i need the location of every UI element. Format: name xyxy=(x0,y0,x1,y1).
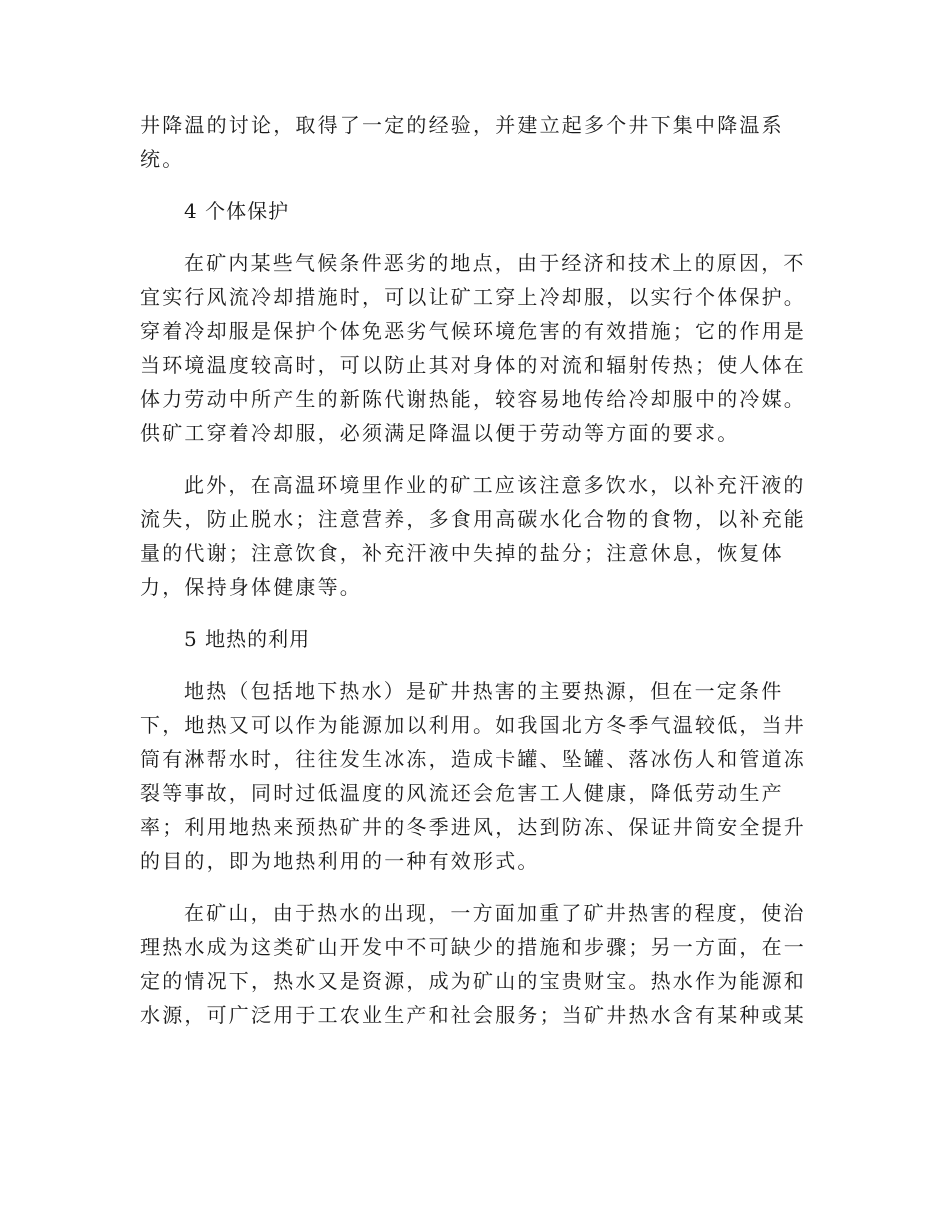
paragraph-cooling-systems xyxy=(140,108,800,176)
text-line: 宜实行风流冷却措施时，可以让矿工穿上冷却服，以实行个体保护。 xyxy=(140,285,806,309)
text-line: 裂等事故，同时过低温度的风流还会危害工人健康，降低劳动生产 xyxy=(140,781,784,805)
text-line: 此外，在高温环境里作业的矿工应该注意多饮水，以补充汗液的 xyxy=(184,473,806,497)
text-line: 定的情况下，热水又是资源，成为矿山的宝贵财宝。热水作为能源和 xyxy=(140,969,806,993)
text-line: 当环境温度较高时，可以防止其对身体的对流和辐射传热；使人体在 xyxy=(140,353,806,377)
text-line: 下，地热又可以作为能源加以利用。如我国北方冬季气温较低，当井 xyxy=(140,713,806,737)
text-line: 穿着冷却服是保护个体免恶劣气候环境危害的有效措施；它的作用是 xyxy=(140,319,806,343)
document-page xyxy=(140,108,806,1050)
text-line: 量的代谢；注意饮食，补充汗液中失掉的盐分；注意休息，恢复体 xyxy=(140,541,784,565)
text-line: 井降温的讨论，取得了一定的经验，并建立起多个井下集中降温系 xyxy=(140,113,784,137)
paragraph-hot-water-resource xyxy=(140,896,806,1032)
section-heading-personal-protection xyxy=(140,194,800,228)
text-line: 体力劳动中所产生的新陈代谢热能，较容易地传给冷却服中的冷媒。 xyxy=(140,387,806,411)
text-line: 地热（包括地下热水）是矿井热害的主要热源，但在一定条件 xyxy=(184,679,784,703)
text-line: 理热水成为这类矿山开发中不可缺少的措施和步骤；另一方面，在一 xyxy=(140,935,806,959)
paragraph-geothermal-energy xyxy=(140,674,806,878)
text-line: 在矿山，由于热水的出现，一方面加重了矿井热害的程度，使治 xyxy=(184,901,806,925)
heading-text: 4 个体保护 xyxy=(184,199,290,223)
text-line: 筒有淋帮水时，往往发生冰冻，造成卡罐、坠罐、落冰伤人和管道冻 xyxy=(140,747,806,771)
text-line: 流失，防止脱水；注意营养，多食用高碳水化合物的食物，以补充能 xyxy=(140,507,806,531)
text-line: 统。 xyxy=(140,147,185,171)
text-line: 的目的，即为地热利用的一种有效形式。 xyxy=(140,849,540,873)
text-line: 水源，可广泛用于工农业生产和社会服务；当矿井热水含有某种或某 xyxy=(140,1003,806,1027)
paragraph-hydration-nutrition xyxy=(140,468,806,604)
paragraph-cooling-suit xyxy=(140,246,806,450)
text-line: 在矿内某些气候条件恶劣的地点，由于经济和技术上的原因，不 xyxy=(184,251,806,275)
text-line: 供矿工穿着冷却服，必须满足降温以便于劳动等方面的要求。 xyxy=(140,421,740,445)
heading-text: 5 地热的利用 xyxy=(184,627,311,651)
text-line: 率；利用地热来预热矿井的冬季进风，达到防冻、保证井筒安全提升 xyxy=(140,815,806,839)
text-line: 力，保持身体健康等。 xyxy=(140,575,362,599)
section-heading-geothermal-use xyxy=(140,622,800,656)
